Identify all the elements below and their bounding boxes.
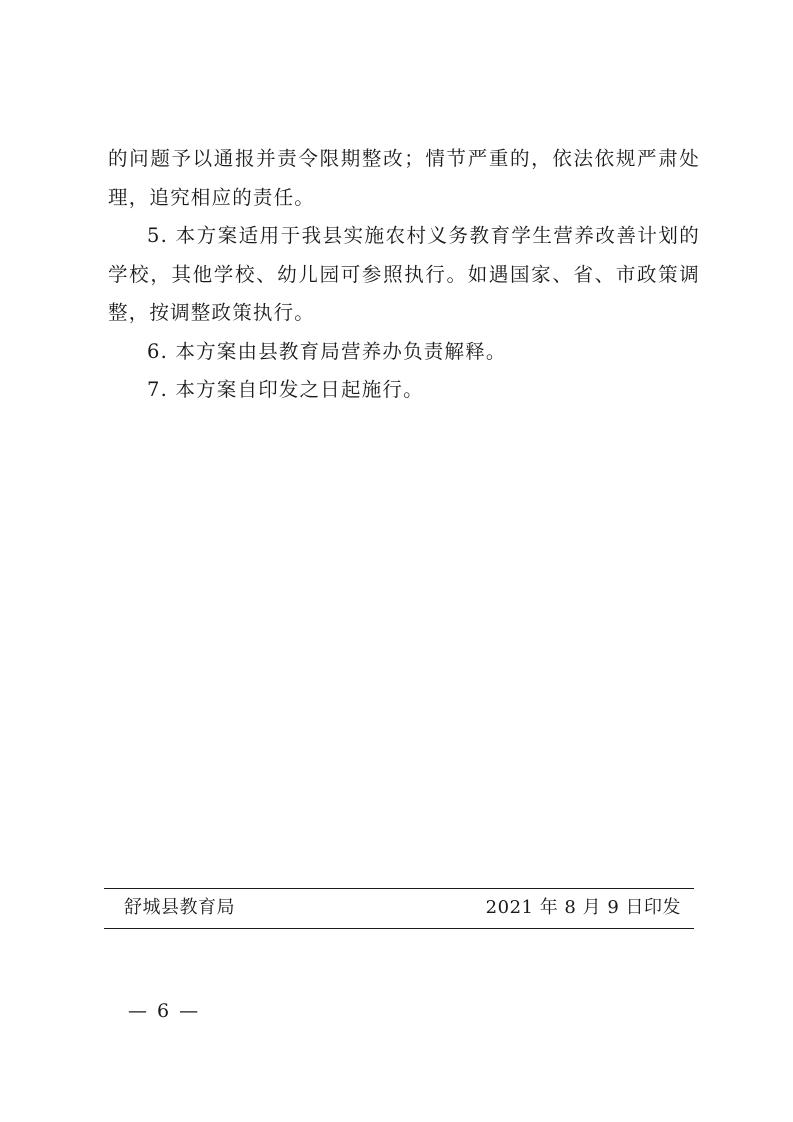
page-number: — 6 — [128,1000,201,1022]
footer-issuer: 舒城县教育局 [124,897,235,918]
document-body [108,140,700,410]
paragraph-item-6: 6. 本方案由县教育局营养办负责解释。 [147,339,507,363]
paragraph-item-7: 7. 本方案自印发之日起施行。 [147,378,424,401]
footer-top-rule [104,888,694,889]
footer-bottom-rule [104,928,694,929]
paragraph-continuation: 的问题予以通报并责令限期整改；情节严重的，依法依规严肃处理，追究相应的责任。 [108,147,700,209]
paragraph-item-5: 5. 本方案适用于我县实施农村义务教育学生营养改善计划的学校，其他学校、幼儿园可参照执行。如遇国家、省、市政策调整，按调整政策执行。 [108,224,700,324]
footer-issue-date: 2021 年 8 月 9 日印发 [485,897,681,918]
